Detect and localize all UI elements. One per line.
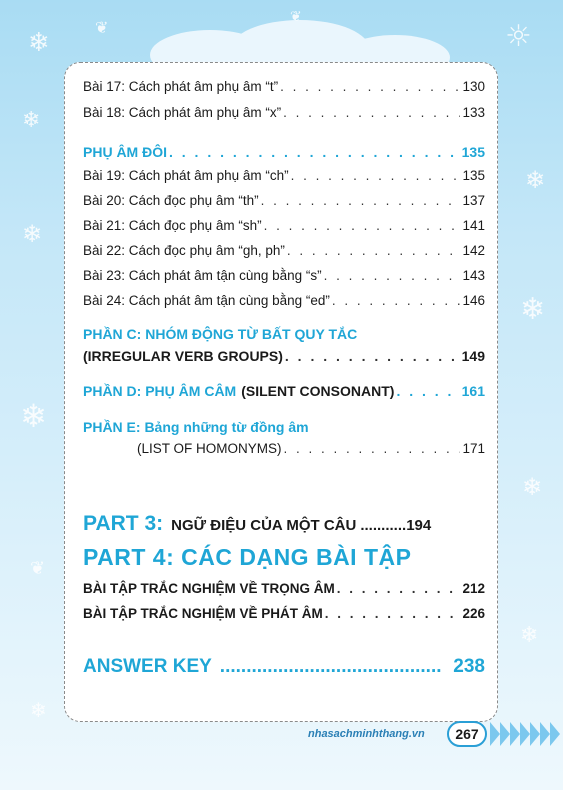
- dot-leader: [283, 105, 460, 120]
- toc-part-4-item-pronunciation[interactable]: [83, 606, 485, 621]
- chevron-right-icon: [490, 722, 500, 746]
- toc-entry-lesson-22[interactable]: [83, 243, 485, 258]
- dot-leader: [332, 293, 461, 308]
- page-number-badge: 267: [447, 721, 487, 747]
- toc-part-e-title[interactable]: PHẦN E: Bảng những từ đồng âm: [83, 419, 309, 435]
- snowflake-icon: ❄: [520, 292, 546, 327]
- part-3-title: NGỮ ĐIỆU CỦA MỘT CÂU: [171, 517, 357, 534]
- dot-leader: [284, 441, 461, 456]
- dot-leader: [169, 144, 460, 160]
- dot-leader: [264, 218, 461, 233]
- part-c-page: 149: [461, 348, 485, 364]
- part-d-title: PHẦN D: PHỤ ÂM CÂM: [83, 383, 237, 399]
- toc-part-d-entry[interactable]: [83, 383, 485, 399]
- toc-entry-page: 146: [462, 293, 485, 308]
- part-4-item-title: BÀI TẬP TRẮC NGHIỆM VỀ TRỌNG ÂM: [83, 581, 335, 596]
- chevron-right-icon: [510, 722, 520, 746]
- snowflake-icon: ❄: [22, 220, 43, 248]
- chevron-right-icon: [530, 722, 540, 746]
- sun-icon: ☼: [505, 19, 532, 54]
- chevron-right-icon: [540, 722, 550, 746]
- toc-entry-title: Bài 19: Cách phát âm phụ âm “ch”: [83, 168, 289, 183]
- toc-entry-lesson-21[interactable]: [83, 218, 485, 233]
- part-4-item-page: 226: [462, 606, 485, 621]
- snowflake-icon: ❄: [520, 623, 539, 648]
- toc-entry-lesson-19[interactable]: [83, 168, 485, 183]
- part-3-page: 194: [406, 517, 432, 534]
- dot-leader: [261, 193, 461, 208]
- toc-entry-lesson-17[interactable]: [83, 79, 485, 94]
- butterfly-icon: ❦: [95, 18, 109, 37]
- toc-entry-page: 141: [462, 218, 485, 233]
- section-title: PHỤ ÂM ĐÔI: [83, 144, 167, 160]
- dot-leader: [337, 581, 461, 596]
- toc-entry-page: 135: [462, 168, 485, 183]
- toc-entry-title: Bài 24: Cách phát âm tận cùng bằng “ed”: [83, 293, 330, 308]
- dot-leader: [285, 348, 460, 364]
- snowflake-icon: ❄: [22, 108, 41, 133]
- part-d-subtitle: (SILENT CONSONANT): [241, 383, 395, 399]
- toc-entry-lesson-20[interactable]: [83, 193, 485, 208]
- chevron-right-icon: [520, 722, 530, 746]
- toc-entry-title: Bài 23: Cách phát âm tận cùng bằng “s”: [83, 268, 322, 283]
- toc-entry-title: Bài 18: Cách phát âm phụ âm “x”: [83, 105, 282, 120]
- toc-entry-title: Bài 21: Cách đọc phụ âm “sh”: [83, 218, 262, 233]
- part-c-subtitle: (IRREGULAR VERB GROUPS): [83, 348, 283, 364]
- part-3-dots: ...........: [360, 517, 407, 534]
- toc-entry-title: Bài 22: Cách đọc phụ âm “gh, ph”: [83, 243, 285, 258]
- answer-key-page: 238: [453, 656, 485, 677]
- answer-key-label: ANSWER KEY: [83, 656, 212, 677]
- chevron-right-icon: [550, 722, 560, 746]
- snowflake-icon: ❄: [522, 473, 543, 501]
- snowflake-icon: ❄: [28, 28, 50, 58]
- toc-part-c-title[interactable]: PHẦN C: NHÓM ĐỘNG TỪ BẤT QUY TẮC: [83, 326, 358, 342]
- butterfly-icon: ❦: [290, 9, 302, 25]
- dot-leader: [287, 243, 461, 258]
- toc-entry-title: Bài 20: Cách đọc phụ âm “th”: [83, 193, 259, 208]
- toc-entry-lesson-18[interactable]: [83, 105, 485, 120]
- toc-part-3[interactable]: [83, 512, 485, 536]
- part-e-subtitle: (LIST OF HOMONYMS): [137, 441, 282, 456]
- butterfly-icon: ❦: [30, 558, 46, 579]
- part-3-label: PART 3:: [83, 512, 164, 535]
- toc-entry-page: 142: [462, 243, 485, 258]
- dot-leader: [324, 268, 461, 283]
- dot-leader: [396, 383, 459, 399]
- toc-entry-page: 143: [462, 268, 485, 283]
- answer-key-dots: ..........................................: [219, 656, 442, 677]
- part-4-item-title: BÀI TẬP TRẮC NGHIỆM VỀ PHÁT ÂM: [83, 606, 323, 621]
- toc-entry-page: 130: [462, 79, 485, 94]
- toc-part-4-item-stress[interactable]: [83, 581, 485, 596]
- toc-entry-page: 137: [462, 193, 485, 208]
- toc-part-4-title[interactable]: PART 4: CÁC DẠNG BÀI TẬP: [83, 544, 412, 570]
- snowflake-icon: ❄: [525, 166, 546, 194]
- toc-entry-page: 133: [462, 105, 485, 120]
- toc-entry-title: Bài 17: Cách phát âm phụ âm “t”: [83, 79, 279, 94]
- toc-entry-lesson-24[interactable]: [83, 293, 485, 308]
- toc-part-c-entry[interactable]: [83, 348, 485, 364]
- toc-section-double-consonant[interactable]: [83, 144, 485, 160]
- footer-website[interactable]: nhasachminhthang.vn: [308, 728, 425, 740]
- section-page: 135: [461, 144, 485, 160]
- dot-leader: [325, 606, 461, 621]
- snowflake-icon: ❄: [30, 698, 47, 722]
- toc-entry-lesson-23[interactable]: [83, 268, 485, 283]
- part-4-item-page: 212: [462, 581, 485, 596]
- dot-leader: [291, 168, 461, 183]
- chevron-right-icon: [500, 722, 510, 746]
- part-d-page: 161: [461, 383, 485, 399]
- toc-part-e-entry[interactable]: [137, 441, 485, 456]
- dot-leader: [280, 79, 460, 94]
- toc-answer-key[interactable]: [83, 656, 485, 678]
- snowflake-icon: ❄: [20, 397, 47, 435]
- part-e-page: 171: [462, 441, 485, 456]
